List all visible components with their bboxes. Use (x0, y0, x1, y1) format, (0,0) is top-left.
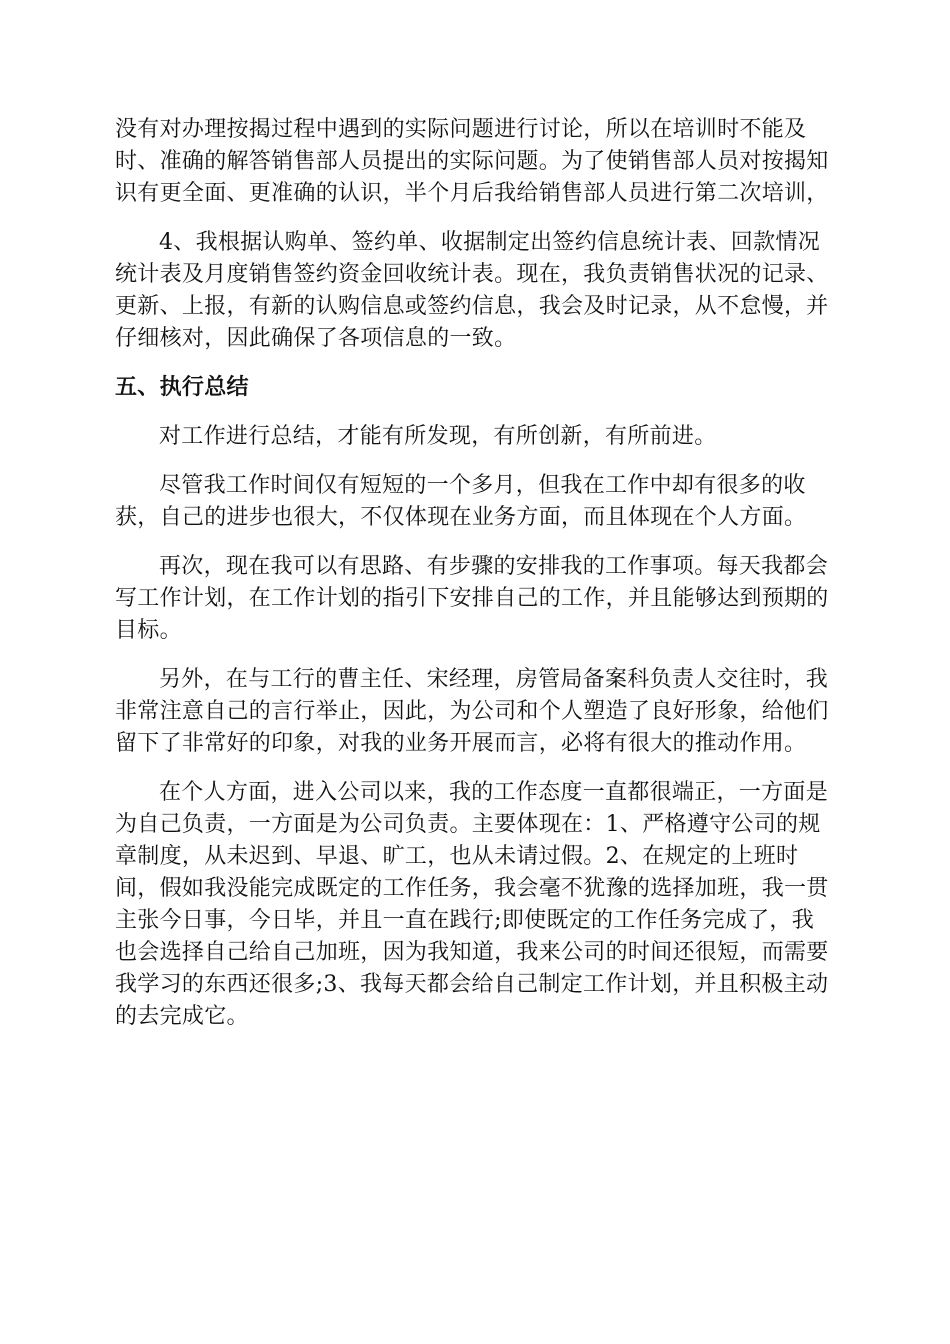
paragraph-line: 更新、上报，有新的认购信息或签约信息，我会及时记录，从不怠慢，并 (115, 294, 829, 319)
paragraph-line: 的去完成它。 (115, 1004, 249, 1029)
paragraph-line: 另外，在与工行的曹主任、宋经理，房管局备案科负责人交往时，我 (159, 667, 829, 692)
paragraph-line: 目标。 (115, 618, 182, 643)
paragraph-line: 非常注意自己的言行举止，因此，为公司和个人塑造了良好形象，给他们 (115, 699, 829, 724)
paragraph-line: 尽管我工作时间仅有短短的一个多月，但我在工作中却有很多的收 (159, 473, 806, 498)
paragraph-line: 统计表及月度销售签约资金回收统计表。现在，我负责销售状况的记录、 (115, 262, 829, 287)
paragraph-line: 4、我根据认购单、签约单、收据制定出签约信息统计表、回款情况 (159, 230, 820, 255)
paragraph-line: 获，自己的进步也很大，不仅体现在业务方面，而且体现在个人方面。 (115, 505, 807, 530)
paragraph-statistics-tables (115, 227, 833, 355)
paragraph-progress (115, 470, 833, 534)
section-heading-text: 五、执行总结 (115, 375, 249, 400)
paragraph-line: 也会选择自己给自己加班，因为我知道，我来公司的时间还很短，而需要 (115, 940, 829, 965)
paragraph-personal-attitude (115, 777, 833, 1033)
paragraph-line: 我学习的东西还很多;3、我每天都会给自己制定工作计划，并且积极主动 (115, 972, 829, 997)
paragraph-line: 间，假如我没能完成既定的工作任务，我会毫不犹豫的选择加班，我一贯 (115, 876, 829, 901)
section-heading (115, 372, 833, 404)
paragraph-summary-intro (115, 421, 833, 453)
paragraph-work-planning (115, 551, 833, 647)
paragraph-line: 写工作计划，在工作计划的指引下安排自己的工作，并且能够达到预期的 (115, 586, 829, 611)
paragraph-line: 再次，现在我可以有思路、有步骤的安排我的工作事项。每天我都会 (159, 554, 829, 579)
paragraph-line: 没有对办理按揭过程中遇到的实际问题进行讨论，所以在培训时不能及 (115, 117, 807, 142)
paragraph-line: 仔细核对，因此确保了各项信息的一致。 (115, 326, 517, 351)
paragraph-line: 时、准确的解答销售部人员提出的实际问题。为了使销售部人员对按揭知 (115, 149, 829, 174)
document-page (115, 114, 833, 1033)
paragraph-line: 对工作进行总结，才能有所发现，有所创新，有所前进。 (159, 424, 717, 449)
paragraph-line: 主张今日事，今日毕，并且一直在践行;即使既定的工作任务完成了，我 (115, 908, 815, 933)
paragraph-training-continuation (115, 114, 833, 210)
paragraph-line: 在个人方面，进入公司以来，我的工作态度一直都很端正，一方面是 (159, 780, 829, 805)
paragraph-line: 识有更全面、更准确的认识，半个月后我给销售部人员进行第二次培训， (115, 181, 829, 206)
paragraph-line: 留下了非常好的印象，对我的业务开展而言，必将有很大的推动作用。 (115, 731, 807, 756)
paragraph-interactions (115, 664, 833, 760)
paragraph-line: 为自己负责，一方面是为公司负责。主要体现在：1、严格遵守公司的规 (115, 812, 821, 837)
paragraph-line: 章制度，从未迟到、早退、旷工，也从未请过假。2、在规定的上班时 (115, 844, 799, 869)
